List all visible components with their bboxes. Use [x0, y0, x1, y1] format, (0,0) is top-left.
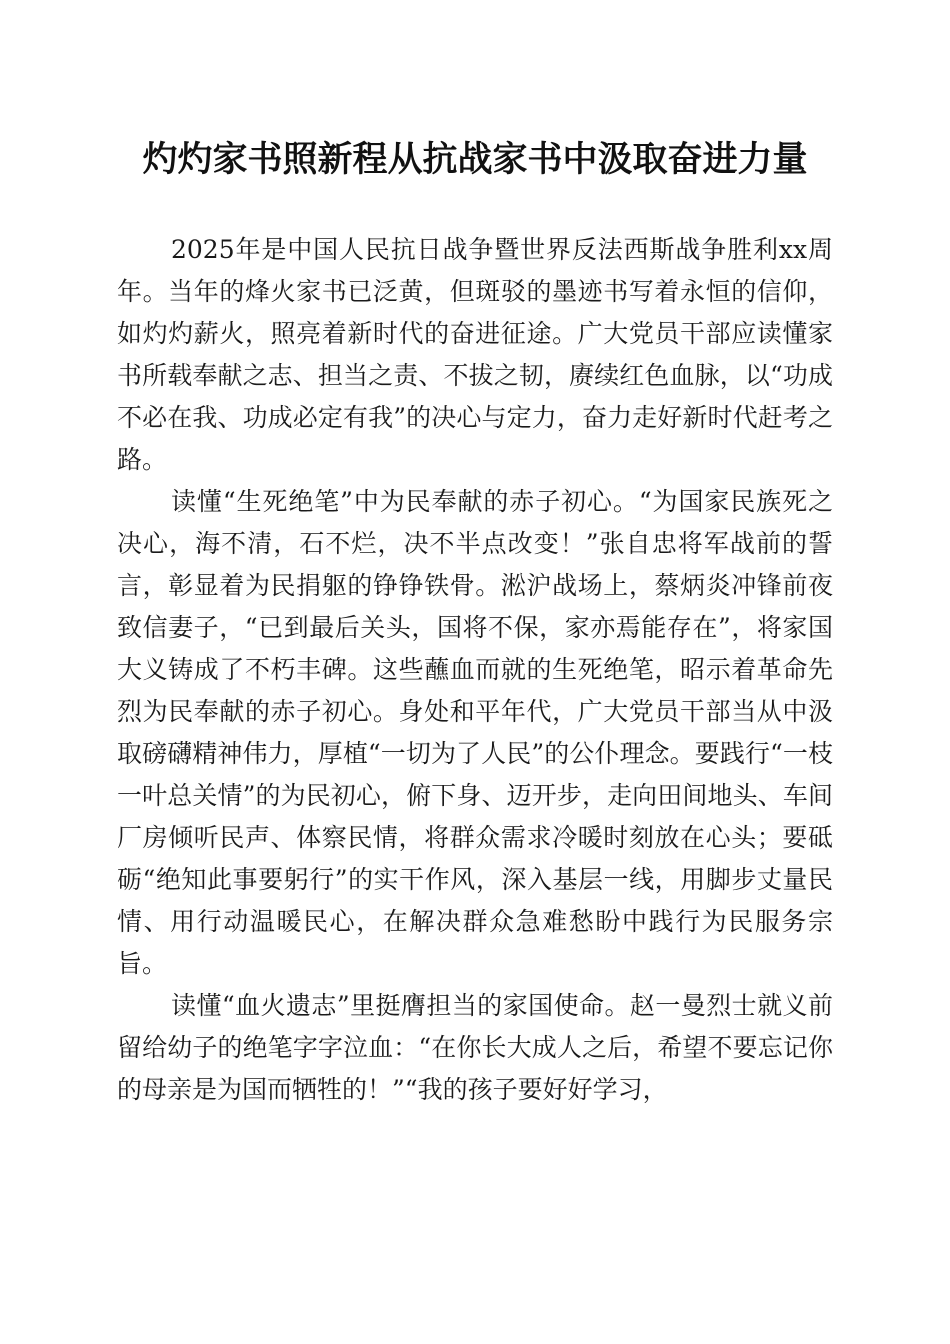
document-title: 灼灼家书照新程从抗战家书中汲取奋进力量	[142, 139, 808, 180]
paragraph-1: 2025年是中国人民抗日战争暨世界反法西斯战争胜利xx周年。当年的烽火家书已泛黄，但斑驳的墨迹书写着永恒的信仰，如灼灼薪火，照亮着新时代的奋进征途。广大党员干部应读懂家书所载奉献之志、担当之责、不拔之韧，赓续红色血脉，以“功成不必在我、功成必定有我”的决心与定力，奋力走好新时代赶考之路。	[117, 235, 833, 474]
document-body	[117, 229, 833, 1111]
paragraph-3: 读懂“血火遗志”里挺膺担当的家国使命。赵一曼烈士就义前留给幼子的绝笔字字泣血：“在你长大成人之后，希望不要忘记你的母亲是为国而牺牲的！”“我的孩子要好好学习，	[117, 991, 833, 1104]
paragraph-2: 读懂“生死绝笔”中为民奉献的赤子初心。“为国家民族死之决心，海不清，石不烂，决不半点改变！”张自忠将军战前的誓言，彰显着为民捐躯的铮铮铁骨。淞沪战场上，蔡炳炎冲锋前夜致信妻子，“已到最后关头，国将不保，家亦焉能存在”，将家国大义铸成了不朽丰碑。这些蘸血而就的生死绝笔，昭示着革命先烈为民奉献的赤子初心。身处和平年代，广大党员干部当从中汲取磅礴精神伟力，厚植“一切为了人民”的公仆理念。要践行“一枝一叶总关情”的为民初心，俯下身、迈开步，走向田间地头、车间厂房倾听民声、体察民情，将群众需求冷暖时刻放在心头；要砥砺“绝知此事要躬行”的实干作风，深入基层一线，用脚步丈量民情、用行动温暖民心，在解决群众急难愁盼中践行为民服务宗旨。	[117, 487, 833, 978]
